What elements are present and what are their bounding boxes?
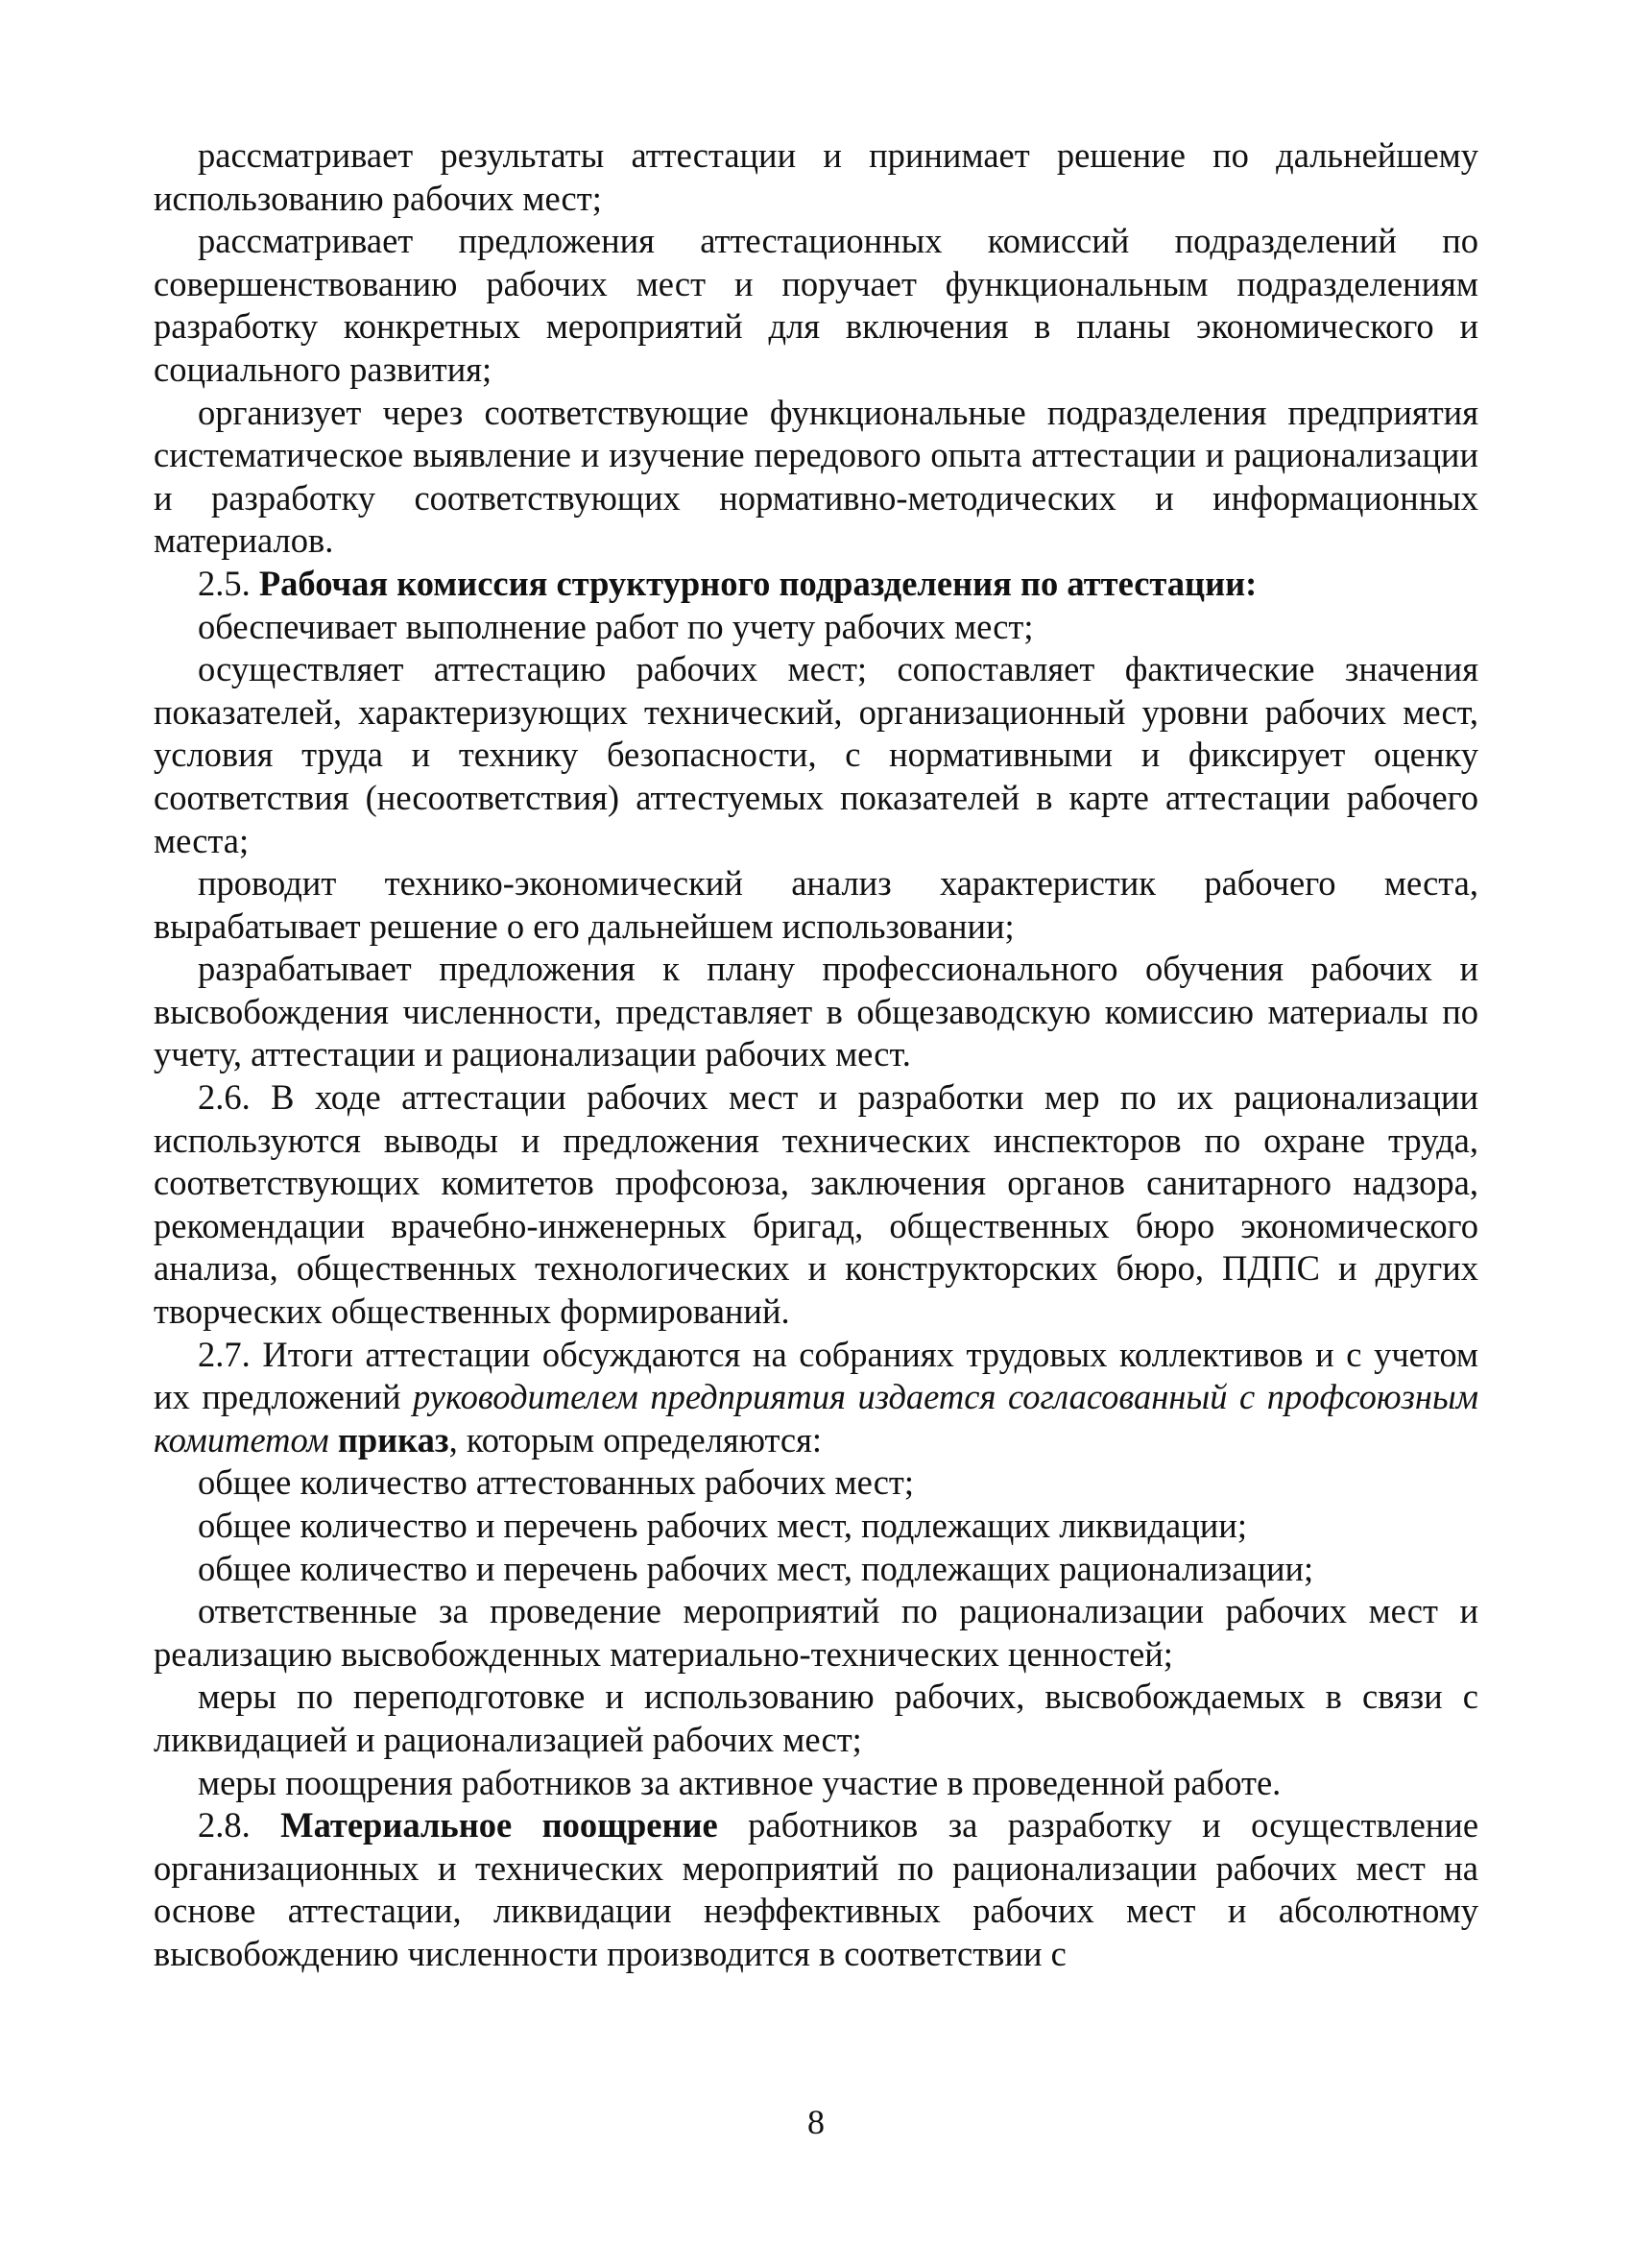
paragraph: рассматривает результаты аттестации и принимает решение по дальнейшему использованию рабочих мест; [154,135,1478,218]
paragraph: общее количество и перечень рабочих мест, подлежащих ликвидации; [198,1506,1247,1545]
page-text [154,134,1478,1976]
section-title: Рабочая комиссия структурного подразделения по аттестации: [258,563,1258,603]
section-number: 2.8. [198,1805,251,1846]
paragraph: разрабатывает предложения к плану профессионального обучения рабочих и высвобождения численности, представляет в общезаводскую комиссию материалы по учету, аттестации и рационализации рабочих мест. [154,949,1478,1074]
paragraph: ответственные за проведение мероприятий по рационализации рабочих мест и реализацию высвобожденных материально-технических ценностей; [154,1591,1478,1674]
text-run: работников за разработку и осуществление организационных и технических мероприятий по рационализации рабочих мест на основе аттестации, ликвидации неэффективных рабочих мест и абсолютному высвобождению численности производится в соответствии с [154,1805,1479,1973]
paragraph: рассматривает предложения аттестационных комиссий подразделений по совершенствованию рабочих мест и поручает функциональным подразделениям разработку конкретных мероприятий для включения в планы экономического и социального развития; [154,221,1478,389]
bold-run: Материальное поощрение [280,1805,718,1846]
bold-run: приказ [337,1419,449,1460]
page-number: 8 [807,2103,825,2141]
paragraph: проводит технико-экономический анализ характеристик рабочего места, вырабатывает решение о его дальнейшем использовании; [154,863,1478,946]
paragraph: обеспечивает выполнение работ по учету рабочих мест; [198,606,1034,646]
section-number: 2.5. [198,563,251,603]
paragraph: меры по переподготовке и использованию рабочих, высвобождаемых в связи с ликвидацией и рационализацией рабочих мест; [154,1677,1478,1759]
paragraph-2-7 [154,1334,1478,1462]
text-run: , которым определяются: [448,1419,823,1460]
paragraph: осуществляет аттестацию рабочих мест; сопоставляет фактические значения показателей, характеризующих технический, организационный уровни рабочих мест, условия труда и технику безопасности, с нормативными и фиксирует оценку соответствия (несоответствия) аттестуемых показателей в карте аттестации рабочего места; [154,649,1478,860]
italic-run: руководителем предприятия издается согласованный с профсоюзным комитетом [154,1377,1479,1460]
section-heading-2-5 [154,563,1478,606]
paragraph: меры поощрения работников за активное участие в проведенной работе. [198,1762,1282,1802]
paragraph: общее количество аттестованных рабочих мест; [198,1462,915,1503]
paragraph: общее количество и перечень рабочих мест, подлежащих рационализации; [198,1548,1314,1588]
paragraph: организует через соответствующие функциональные подразделения предприятия систематическое выявление и изучение передового опыта аттестации и рационализации и разработку соответствующих нормативно-методических и информационных материалов. [154,392,1478,561]
paragraph-2-6: 2.6. В ходе аттестации рабочих мест и разработки мер по их рационализации используются выводы и предложения технических инспекторов по охране труда, соответствующих комитетов профсоюза, заключения органов санитарного надзора, рекомендации врачебно-инженерных бригад, общественных бюро экономического анализа, общественных технологических и конструкторских бюро, ПДПС и других творческих общественных формирований. [154,1077,1478,1332]
paragraph-2-8 [154,1804,1478,1975]
text-run: 2.7. Итоги аттестации обсуждаются на собраниях трудовых коллективов и с учетом их предложений [154,1334,1478,1417]
